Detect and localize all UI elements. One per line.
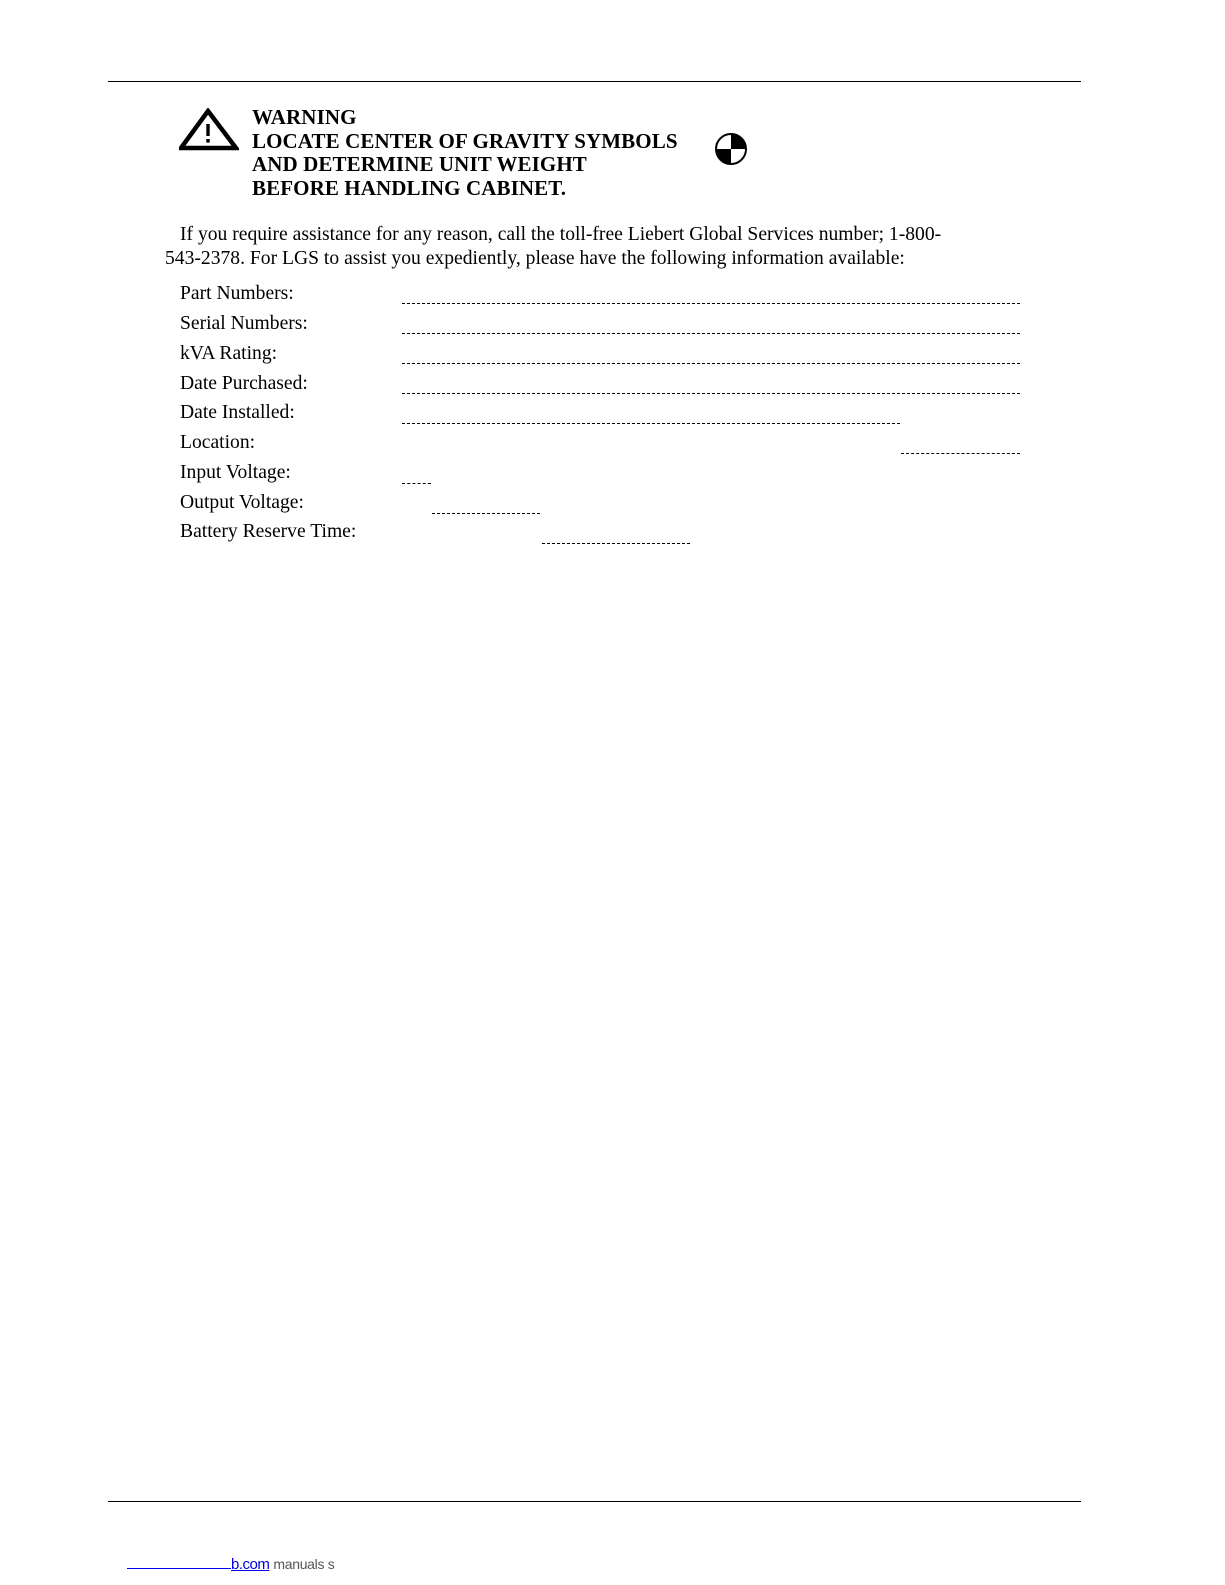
bottom-rule <box>108 1501 1081 1502</box>
warning-block <box>252 106 678 200</box>
footer <box>127 1556 334 1573</box>
field-label-output-voltage: Output Voltage: <box>180 492 304 513</box>
blank-output-voltage <box>432 513 540 514</box>
assistance-line-2: 543-2378. For LGS to assist you expediently, please have the following information available: <box>165 248 905 269</box>
footer-link-underline[interactable] <box>127 1568 231 1569</box>
assistance-paragraph <box>165 223 1065 271</box>
blank-input-voltage <box>402 483 431 484</box>
assistance-line-1: If you require assistance for any reason, call the toll-free Liebert Global Services number; 1-800- <box>180 224 942 245</box>
field-label-part-numbers: Part Numbers: <box>180 283 294 304</box>
blank-kva-rating <box>402 363 1020 364</box>
blank-serial-numbers <box>402 333 1020 334</box>
warning-line-3: BEFORE HANDLING CABINET. <box>252 175 567 200</box>
field-label-date-installed: Date Installed: <box>180 402 295 423</box>
blank-part-numbers <box>402 303 1020 304</box>
footer-link[interactable]: b.com <box>231 1556 270 1573</box>
center-of-gravity-icon <box>714 132 748 166</box>
field-label-input-voltage: Input Voltage: <box>180 462 291 483</box>
field-label-battery-reserve-time: Battery Reserve Time: <box>180 521 357 542</box>
blank-location <box>901 453 1020 454</box>
blank-battery-reserve-time <box>542 543 690 544</box>
footer-text: manuals s <box>273 1556 335 1572</box>
blank-date-installed <box>402 423 900 424</box>
field-label-serial-numbers: Serial Numbers: <box>180 313 308 334</box>
field-label-location: Location: <box>180 432 256 453</box>
blank-date-purchased <box>402 393 1020 394</box>
field-label-kva-rating: kVA Rating: <box>180 343 278 364</box>
warning-line-1: LOCATE CENTER OF GRAVITY SYMBOLS <box>252 128 678 153</box>
field-label-date-purchased: Date Purchased: <box>180 373 308 394</box>
warning-line-2: AND DETERMINE UNIT WEIGHT <box>252 152 587 176</box>
top-rule <box>108 81 1081 82</box>
warning-triangle-icon <box>179 108 239 152</box>
warning-title: WARNING <box>252 105 357 129</box>
